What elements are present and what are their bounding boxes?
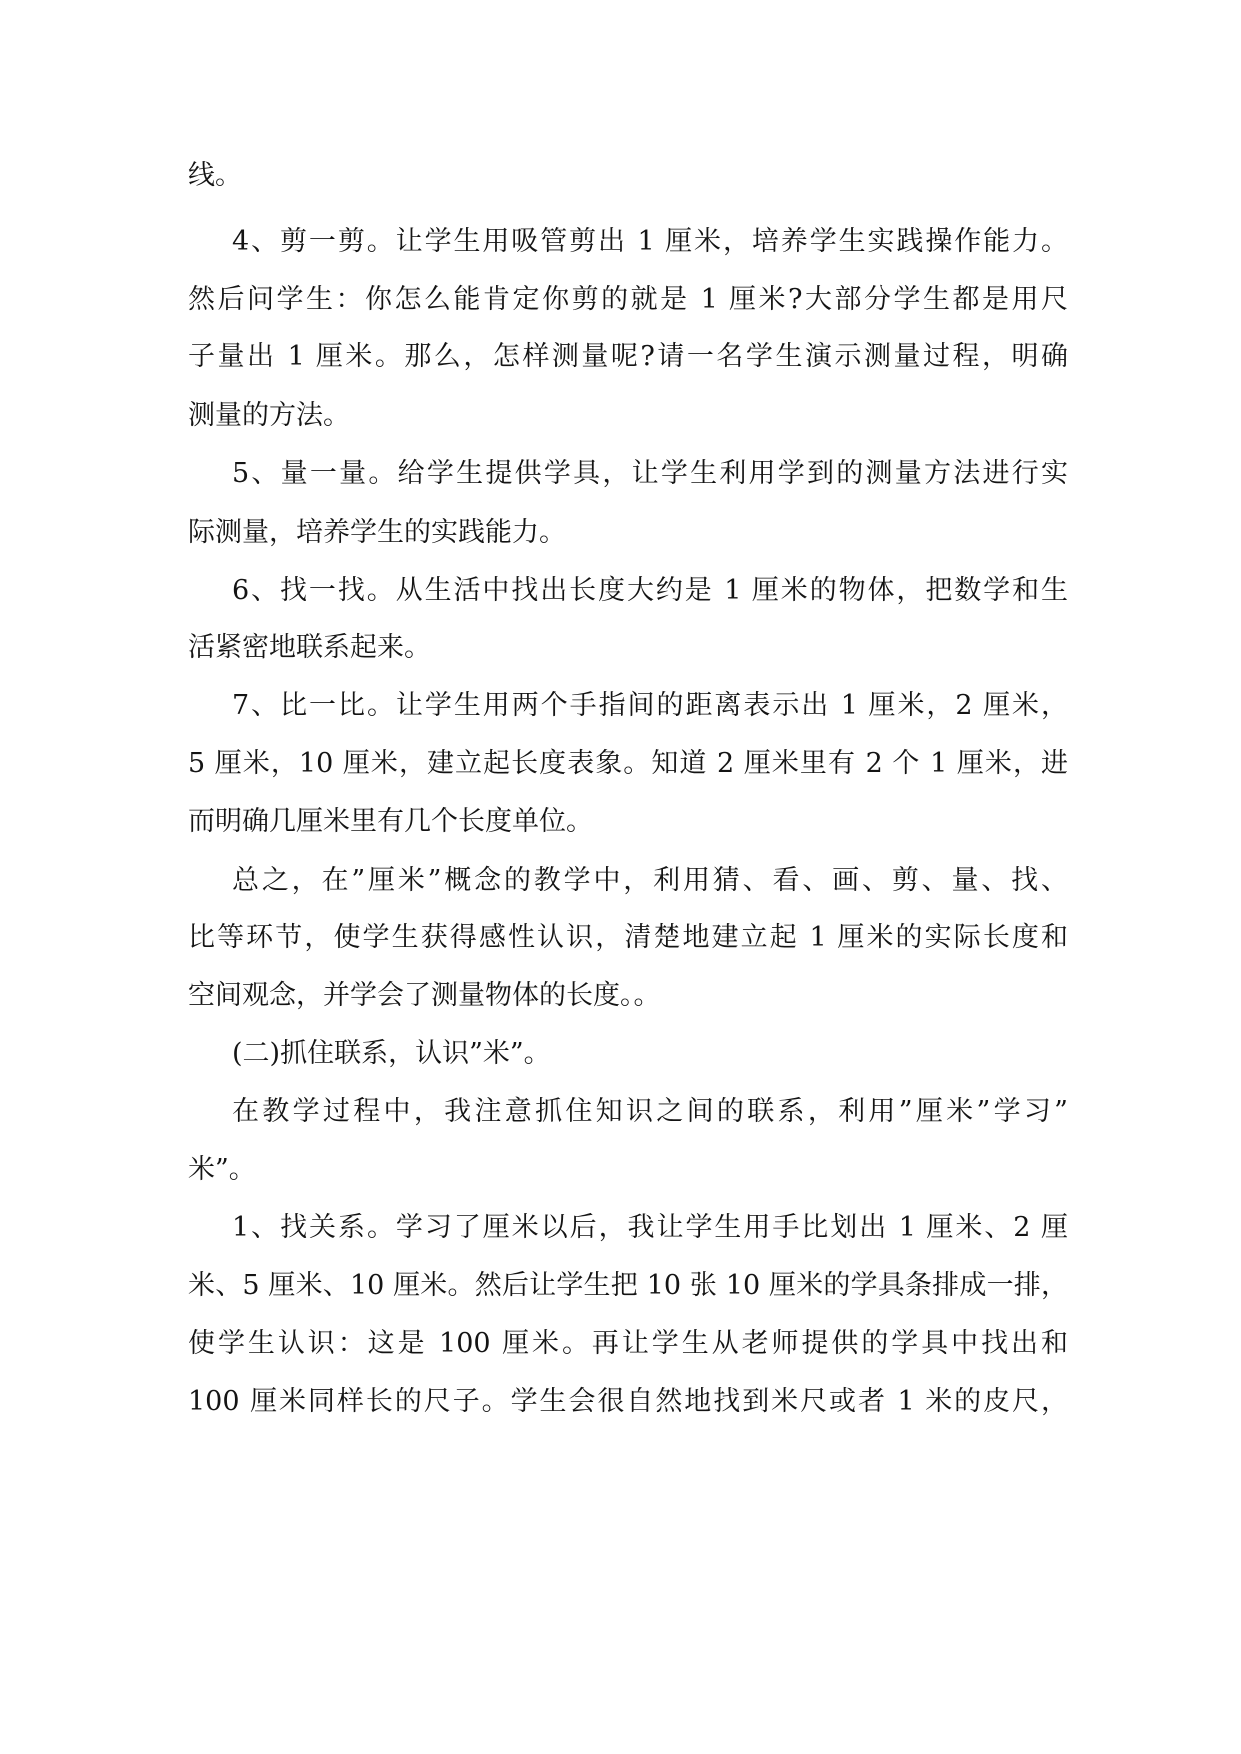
text-line: 际测量，培养学生的实践能力。 bbox=[188, 517, 566, 548]
text-line: 6、找一找。从生活中找出长度大约是 1 厘米的物体，把数学和生 bbox=[232, 575, 1068, 606]
text-line: 米、5 厘米、10 厘米。然后让学生把 10 张 10 厘米的学具条排成一排， bbox=[188, 1270, 1068, 1301]
text-line: 空间观念，并学会了测量物体的长度。。 bbox=[188, 980, 661, 1011]
text-line: 100 厘米同样长的尺子。学生会很自然地找到米尺或者 1 米的皮尺， bbox=[188, 1386, 1068, 1417]
text-line: 5 厘米，10 厘米，建立起长度表象。知道 2 厘米里有 2 个 1 厘米，进 bbox=[188, 748, 1068, 779]
text-line: 而明确几厘米里有几个长度单位。 bbox=[188, 806, 593, 837]
text-line: 4、剪一剪。让学生用吸管剪出 1 厘米，培养学生实践操作能力。 bbox=[232, 226, 1068, 257]
text-line: 1、找关系。学习了厘米以后，我让学生用手比划出 1 厘米、2 厘 bbox=[232, 1212, 1068, 1243]
text-line: 测量的方法。 bbox=[188, 400, 350, 431]
text-line: 然后问学生：你怎么能肯定你剪的就是 1 厘米?大部分学生都是用尺 bbox=[188, 284, 1068, 315]
text-line: 使学生认识：这是 100 厘米。再让学生从老师提供的学具中找出和 bbox=[188, 1328, 1068, 1359]
text-line: 总之，在”厘米”概念的教学中，利用猜、看、画、剪、量、找、 bbox=[232, 865, 1068, 896]
section-heading: (二)抓住联系，认识”米”。 bbox=[232, 1038, 551, 1069]
text-line: 7、比一比。让学生用两个手指间的距离表示出 1 厘米，2 厘米， bbox=[232, 690, 1068, 721]
text-line: 子量出 1 厘米。那么，怎样测量呢?请一名学生演示测量过程，明确 bbox=[188, 341, 1068, 372]
text-line: 米”。 bbox=[188, 1154, 256, 1185]
text-line: 在教学过程中，我注意抓住知识之间的联系，利用”厘米”学习” bbox=[232, 1096, 1068, 1127]
text-line: 5、量一量。给学生提供学具，让学生利用学到的测量方法进行实 bbox=[232, 458, 1068, 489]
text-line: 活紧密地联系起来。 bbox=[188, 632, 431, 663]
text-line: 比等环节，使学生获得感性认识，清楚地建立起 1 厘米的实际长度和 bbox=[188, 922, 1068, 953]
text-line: 线。 bbox=[188, 160, 242, 191]
